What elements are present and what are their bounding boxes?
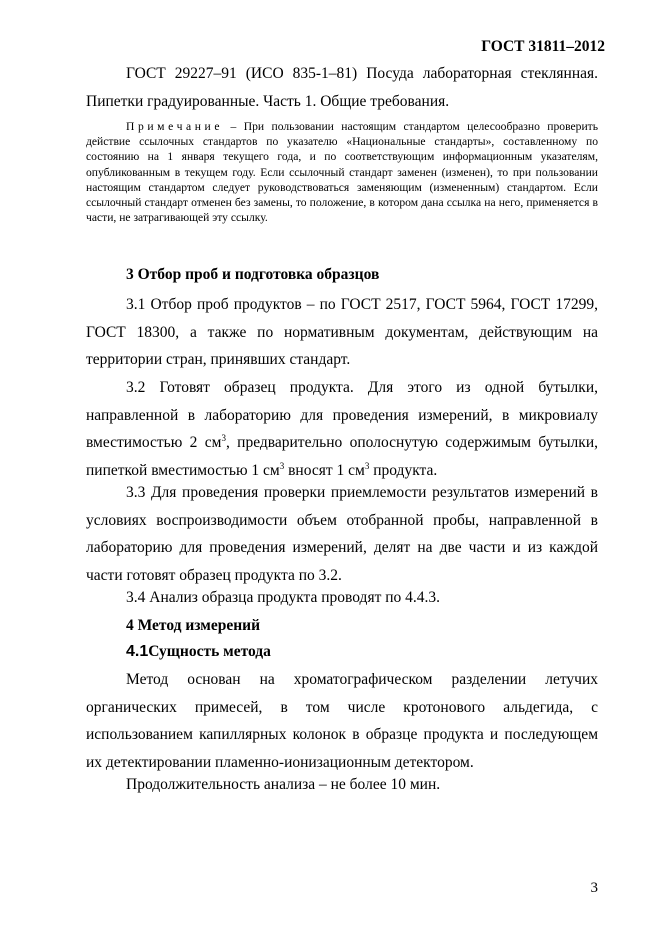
subsection-4-1-title: [126, 643, 271, 661]
paragraph-3-1: 3.1 Отбор проб продуктов – по ГОСТ 2517, ГОСТ 5964, ГОСТ 17299, ГОСТ 18300, а также по нормативным документам, действующим на территории стран, принявших стандарт.: [86, 296, 598, 368]
section-3-title: 3 Отбор проб и подготовка образцов: [126, 266, 380, 283]
subsection-title: Сущность метода: [148, 643, 271, 660]
reference-entry: ГОСТ 29227–91 (ИСО 835-1–81) Посуда лабораторная стеклянная. Пипетки градуированные. Часть 1. Общие требования.: [86, 65, 598, 110]
note-label: Примечание: [126, 120, 224, 133]
paragraph-4-1: Метод основан на хроматографическом разделении летучих органических примесей, в том числе кротонового альдегида, с использованием капиллярных колонок в образце продукта и последующем их детектировании пламенно-ионизационным детектором.: [86, 671, 598, 771]
paragraph-3-2: 3.2 Готовят образец продукта. Для этого из одной бутылки, направленной в лабораторию для проведения измерений, в микровиалу вместимостью 2 $см^3$, предварительно ополоснутую содержимым бутылки, пипеткой вместимостью 1 $см^3$ вносят 1 $см^3$ продукта.: [86, 379, 598, 479]
standard-header: ГОСТ 31811–2012: [481, 38, 605, 55]
paragraph-duration: Продолжительность анализа – не более 10 мин.: [126, 776, 441, 793]
superscript: 3: [279, 460, 285, 471]
paragraph-3-3: 3.3 Для проведения проверки приемлемости результатов измерений в условиях воспроизводимости объем отобранной пробы, направленной в лабораторию для проведения измерений, делят на две части и из каждой части готовят образец продукта по 3.2.: [86, 484, 598, 584]
note-paragraph: [86, 119, 598, 225]
superscript: 3: [221, 433, 226, 443]
superscript: 3: [364, 460, 370, 471]
section-4-title: 4 Метод измерений: [126, 617, 261, 634]
page-number: 3: [590, 880, 598, 896]
note-text: – При пользовании настоящим стандартом целесообразно проверить действие ссылочных стандартов по указателю «Национальные стандарты», составленному по состоянию на 1 января текущего года, и по соответствующим информационным указателям, опубликованным в текущем году. Если ссылочный стандарт заменен (изменен), то при пользовании настоящим стандартом следует руководствоваться заменяющим (измененным) стандартом. Если ссылочный стандарт отменен без замены, то положение, в котором дана ссылка на него, применяется в части, не затрагивающей эту ссылку.: [86, 120, 598, 225]
subsection-number: 4.1: [126, 643, 149, 660]
paragraph-3-4: 3.4 Анализ образца продукта проводят по 4.4.3.: [126, 589, 441, 606]
